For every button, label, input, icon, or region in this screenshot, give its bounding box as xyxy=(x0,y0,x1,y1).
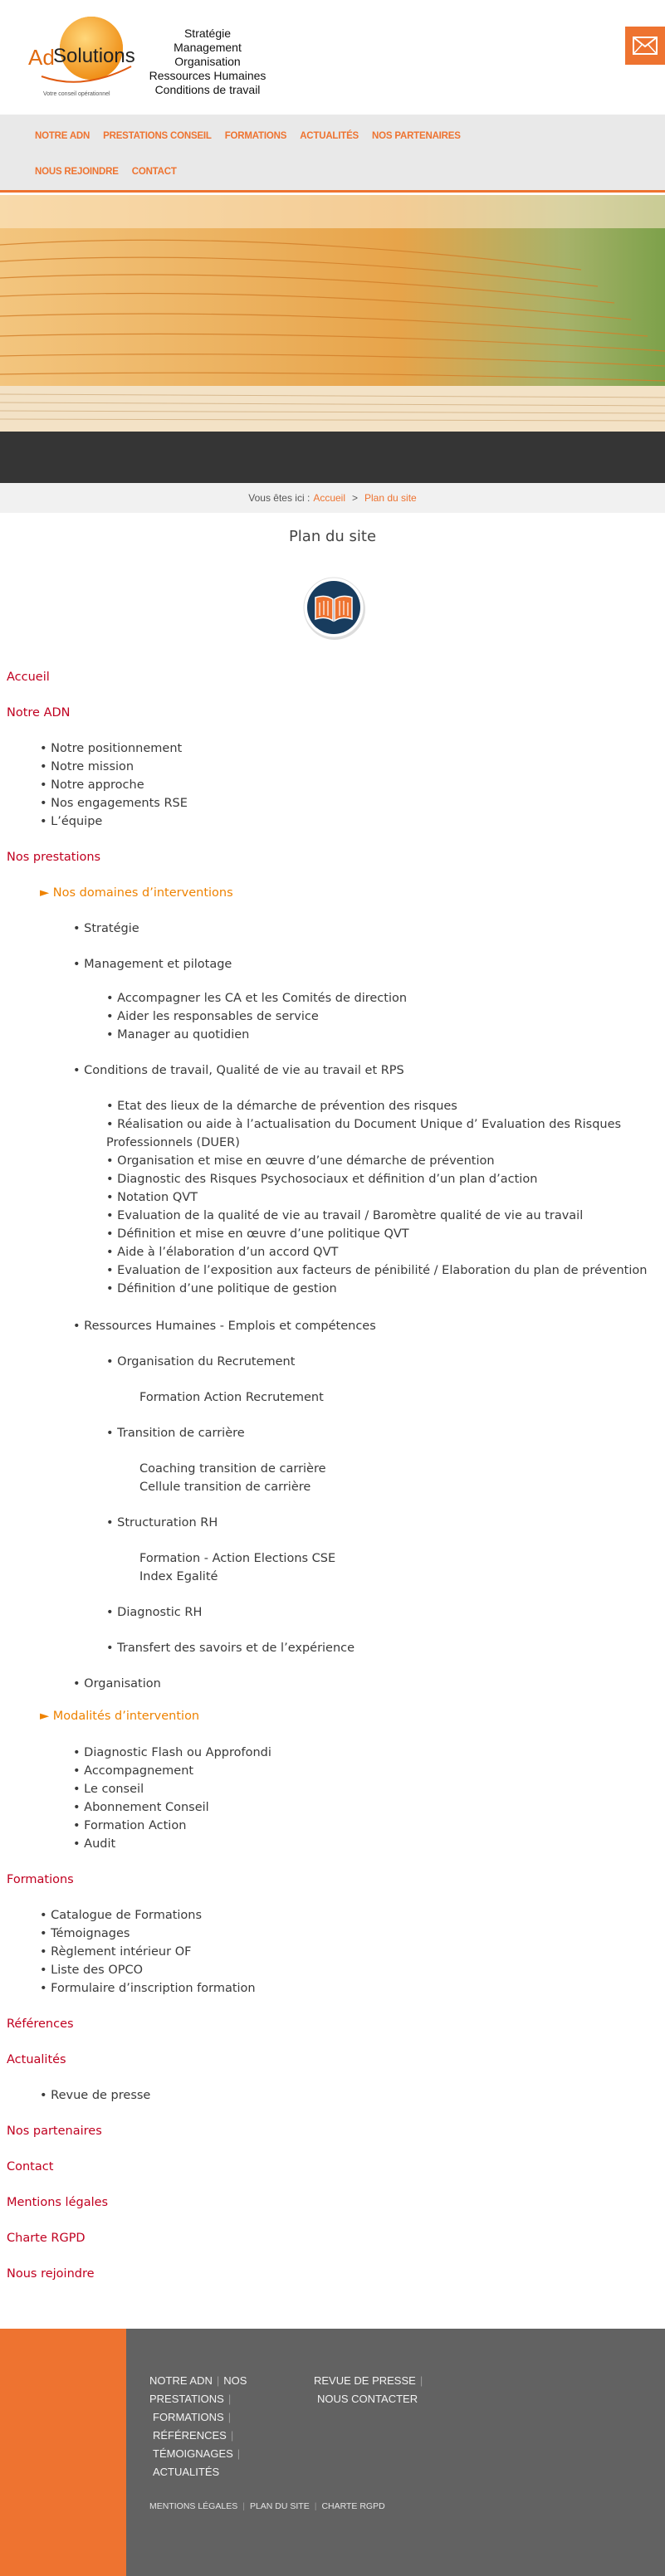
footer-link-temoignages[interactable]: TÉMOIGNAGES xyxy=(153,2447,233,2460)
footer-link-actualites[interactable]: ACTUALITÉS xyxy=(153,2466,220,2478)
list-item[interactable]: Index Egalité xyxy=(139,1570,218,1583)
hero-image xyxy=(0,195,665,432)
list-item[interactable]: • Catalogue de Formations xyxy=(40,1909,203,1922)
list-item[interactable]: Coaching transition de carrière xyxy=(139,1462,326,1476)
list-item[interactable]: • Ressources Humaines - Emplois et compétences xyxy=(73,1320,376,1333)
nav-item-prestations[interactable]: PRESTATIONS CONSEIL xyxy=(103,131,212,141)
tagline-line: Management xyxy=(174,41,242,54)
sitemap-link-formations[interactable]: Formations xyxy=(7,1873,74,1886)
list-item[interactable]: • Organisation et mise en œuvre d’une démarche de prévention xyxy=(106,1154,495,1168)
list-item[interactable]: • Notation QVT xyxy=(106,1191,198,1204)
list-item[interactable]: • Audit xyxy=(73,1837,116,1851)
list-item[interactable]: • Organisation du Recrutement xyxy=(106,1355,296,1368)
sitemap-link-rgpd[interactable]: Charte RGPD xyxy=(7,2232,86,2245)
breadcrumb-separator: > xyxy=(352,492,359,504)
sitemap-link-notre-adn[interactable]: Notre ADN xyxy=(7,706,71,720)
list-item[interactable]: • Diagnostic Flash ou Approfondi xyxy=(73,1746,271,1759)
breadcrumb-prefix: Vous êtes ici : xyxy=(248,492,310,504)
list-item[interactable]: • Formulaire d’inscription formation xyxy=(40,1982,256,1995)
footer-link-formations[interactable]: FORMATIONS xyxy=(153,2411,224,2423)
list-item[interactable]: • Le conseil xyxy=(73,1783,144,1796)
list-item[interactable]: • Définition d’une politique de gestion xyxy=(106,1282,337,1295)
logo-ad: Ad xyxy=(28,45,55,70)
breadcrumb xyxy=(0,483,665,513)
site-footer xyxy=(0,2329,665,2576)
site-logo[interactable] xyxy=(25,12,141,103)
breadcrumb-home-link[interactable]: Accueil xyxy=(313,492,345,504)
list-item[interactable]: • Nos engagements RSE xyxy=(40,797,188,810)
nav-item-rejoindre[interactable]: NOUS REJOINDRE xyxy=(35,167,119,177)
list-item[interactable]: • Notre mission xyxy=(40,760,134,773)
footer-link-revue-presse[interactable]: REVUE DE PRESSE xyxy=(314,2374,416,2387)
list-item[interactable]: • Accompagner les CA et les Comités de direction xyxy=(106,992,408,1005)
list-item[interactable]: • Conditions de travail, Qualité de vie au travail et RPS xyxy=(73,1064,404,1077)
list-item[interactable]: Cellule transition de carrière xyxy=(139,1481,311,1494)
book-icon xyxy=(301,574,367,641)
site-header xyxy=(0,0,665,115)
footer-nav-col-1: NOTRE ADN | NOS PRESTATIONS | FORMATIONS | RÉFÉRENCES | TÉMOIGNAGES | ACTUALITÉS xyxy=(149,2374,247,2478)
nav-item-actualites[interactable]: ACTUALITÉS xyxy=(300,131,359,141)
breadcrumb-current: Plan du site xyxy=(364,492,417,504)
footer-link-rgpd[interactable]: CHARTE RGPD xyxy=(321,2501,385,2511)
list-item[interactable]: • Notre positionnement xyxy=(40,742,183,755)
nav-item-partenaires[interactable]: NOS PARTENAIRES xyxy=(372,131,461,141)
logo-tagline: Votre conseil opérationnel xyxy=(43,91,110,97)
list-item[interactable]: • Réalisation ou aide à l’actualisation du Document Unique d’ Evaluation des Risques Professionnels (DUER) xyxy=(106,1118,622,1149)
list-item[interactable]: • Diagnostic RH xyxy=(106,1606,203,1619)
hero-dark-band xyxy=(0,432,665,483)
sitemap-link-partenaires[interactable]: Nos partenaires xyxy=(7,2125,102,2138)
list-item[interactable]: • Règlement intérieur OF xyxy=(40,1945,192,1959)
tagline-line: Organisation xyxy=(174,55,241,68)
logo-solutions: Solutions xyxy=(53,45,135,67)
list-item[interactable]: • Liste des OPCO xyxy=(40,1964,144,1977)
list-item[interactable]: • Transfert des savoirs et de l’expérience xyxy=(106,1642,355,1655)
nav-item-formations[interactable]: FORMATIONS xyxy=(224,131,287,141)
sitemap-link-contact[interactable]: Contact xyxy=(7,2160,54,2174)
sitemap-link-mentions[interactable]: Mentions légales xyxy=(7,2196,109,2209)
list-item[interactable]: • Stratégie xyxy=(73,922,139,935)
list-item[interactable]: • Abonnement Conseil xyxy=(73,1801,209,1814)
list-item[interactable]: • Transition de carrière xyxy=(106,1427,245,1440)
list-item[interactable]: • Management et pilotage xyxy=(73,958,232,971)
footer-link-references[interactable]: RÉFÉRENCES xyxy=(153,2429,227,2442)
list-item[interactable]: • Etat des lieux de la démarche de prévention des risques xyxy=(106,1100,457,1113)
nav-item-contact[interactable]: CONTACT xyxy=(131,167,177,177)
nav-item-notre-adn[interactable]: NOTRE ADN xyxy=(35,131,90,141)
nav-row-2 xyxy=(32,167,187,177)
list-item[interactable]: • Revue de presse xyxy=(40,2089,151,2102)
footer-link-mentions[interactable]: MENTIONS LÉGALES xyxy=(149,2501,238,2511)
tagline-line: Stratégie xyxy=(183,27,232,40)
list-item[interactable]: • Evaluation de la qualité de vie au travail / Baromètre qualité de vie au travail xyxy=(106,1209,584,1222)
list-item[interactable]: • Manager au quotidien xyxy=(106,1028,250,1042)
list-item[interactable]: • Evaluation de l’exposition aux facteurs de pénibilité / Elaboration du plan de prévention xyxy=(106,1264,648,1277)
sitemap-link-domaines[interactable]: ► Nos domaines d’interventions xyxy=(40,886,233,900)
footer-link-prestations[interactable]: NOS PRESTATIONS xyxy=(149,2374,247,2405)
footer-accent-block xyxy=(0,2329,126,2576)
list-item[interactable]: • Aide à l’élaboration d’un accord QVT xyxy=(106,1246,339,1259)
tagline-line: Conditions de travail xyxy=(154,83,261,96)
footer-link-adn[interactable]: NOTRE ADN xyxy=(149,2374,213,2387)
nav-row-1 xyxy=(32,131,471,141)
list-item[interactable]: • Structuration RH xyxy=(106,1516,218,1530)
sitemap-link-references[interactable]: Références xyxy=(7,2017,74,2031)
list-item[interactable]: Formation - Action Elections CSE xyxy=(139,1552,336,1565)
list-item[interactable]: • Aider les responsables de service xyxy=(106,1010,319,1023)
footer-link-plan-site[interactable]: PLAN DU SITE xyxy=(249,2501,310,2511)
sitemap-link-actualites[interactable]: Actualités xyxy=(7,2053,66,2066)
footer-legal-links: MENTIONS LÉGALES | PLAN DU SITE | CHARTE RGPD xyxy=(149,2501,385,2511)
header-tagline xyxy=(141,27,274,97)
main-nav xyxy=(0,115,665,193)
page-title: Plan du site xyxy=(288,528,377,545)
sitemap-link-accueil[interactable]: Accueil xyxy=(7,671,50,684)
sitemap-link-rejoindre[interactable]: Nous rejoindre xyxy=(7,2267,95,2281)
list-item[interactable]: • Organisation xyxy=(73,1677,161,1690)
contact-mail-button[interactable] xyxy=(625,27,665,65)
sitemap-link-modalites[interactable]: ► Modalités d’intervention xyxy=(40,1710,200,1723)
list-item[interactable]: • Définition et mise en œuvre d’une politique QVT xyxy=(106,1227,409,1241)
footer-link-contact[interactable]: NOUS CONTACTER xyxy=(317,2393,418,2405)
mail-icon xyxy=(633,37,658,55)
list-item[interactable]: • Formation Action xyxy=(73,1819,187,1832)
list-item[interactable]: • Accompagnement xyxy=(73,1764,194,1778)
list-item[interactable]: Formation Action Recrutement xyxy=(139,1391,324,1404)
footer-nav-col-2: REVUE DE PRESSE | NOUS CONTACTER xyxy=(314,2374,423,2405)
list-item[interactable]: • Témoignages xyxy=(40,1927,130,1940)
list-item[interactable]: • Diagnostic des Risques Psychosociaux et définition d’un plan d’action xyxy=(106,1173,538,1186)
sitemap-link-prestations[interactable]: Nos prestations xyxy=(7,851,101,864)
list-item[interactable]: • L’équipe xyxy=(40,815,103,828)
tagline-line: Ressources Humaines xyxy=(149,69,266,82)
list-item[interactable]: • Notre approche xyxy=(40,778,144,792)
